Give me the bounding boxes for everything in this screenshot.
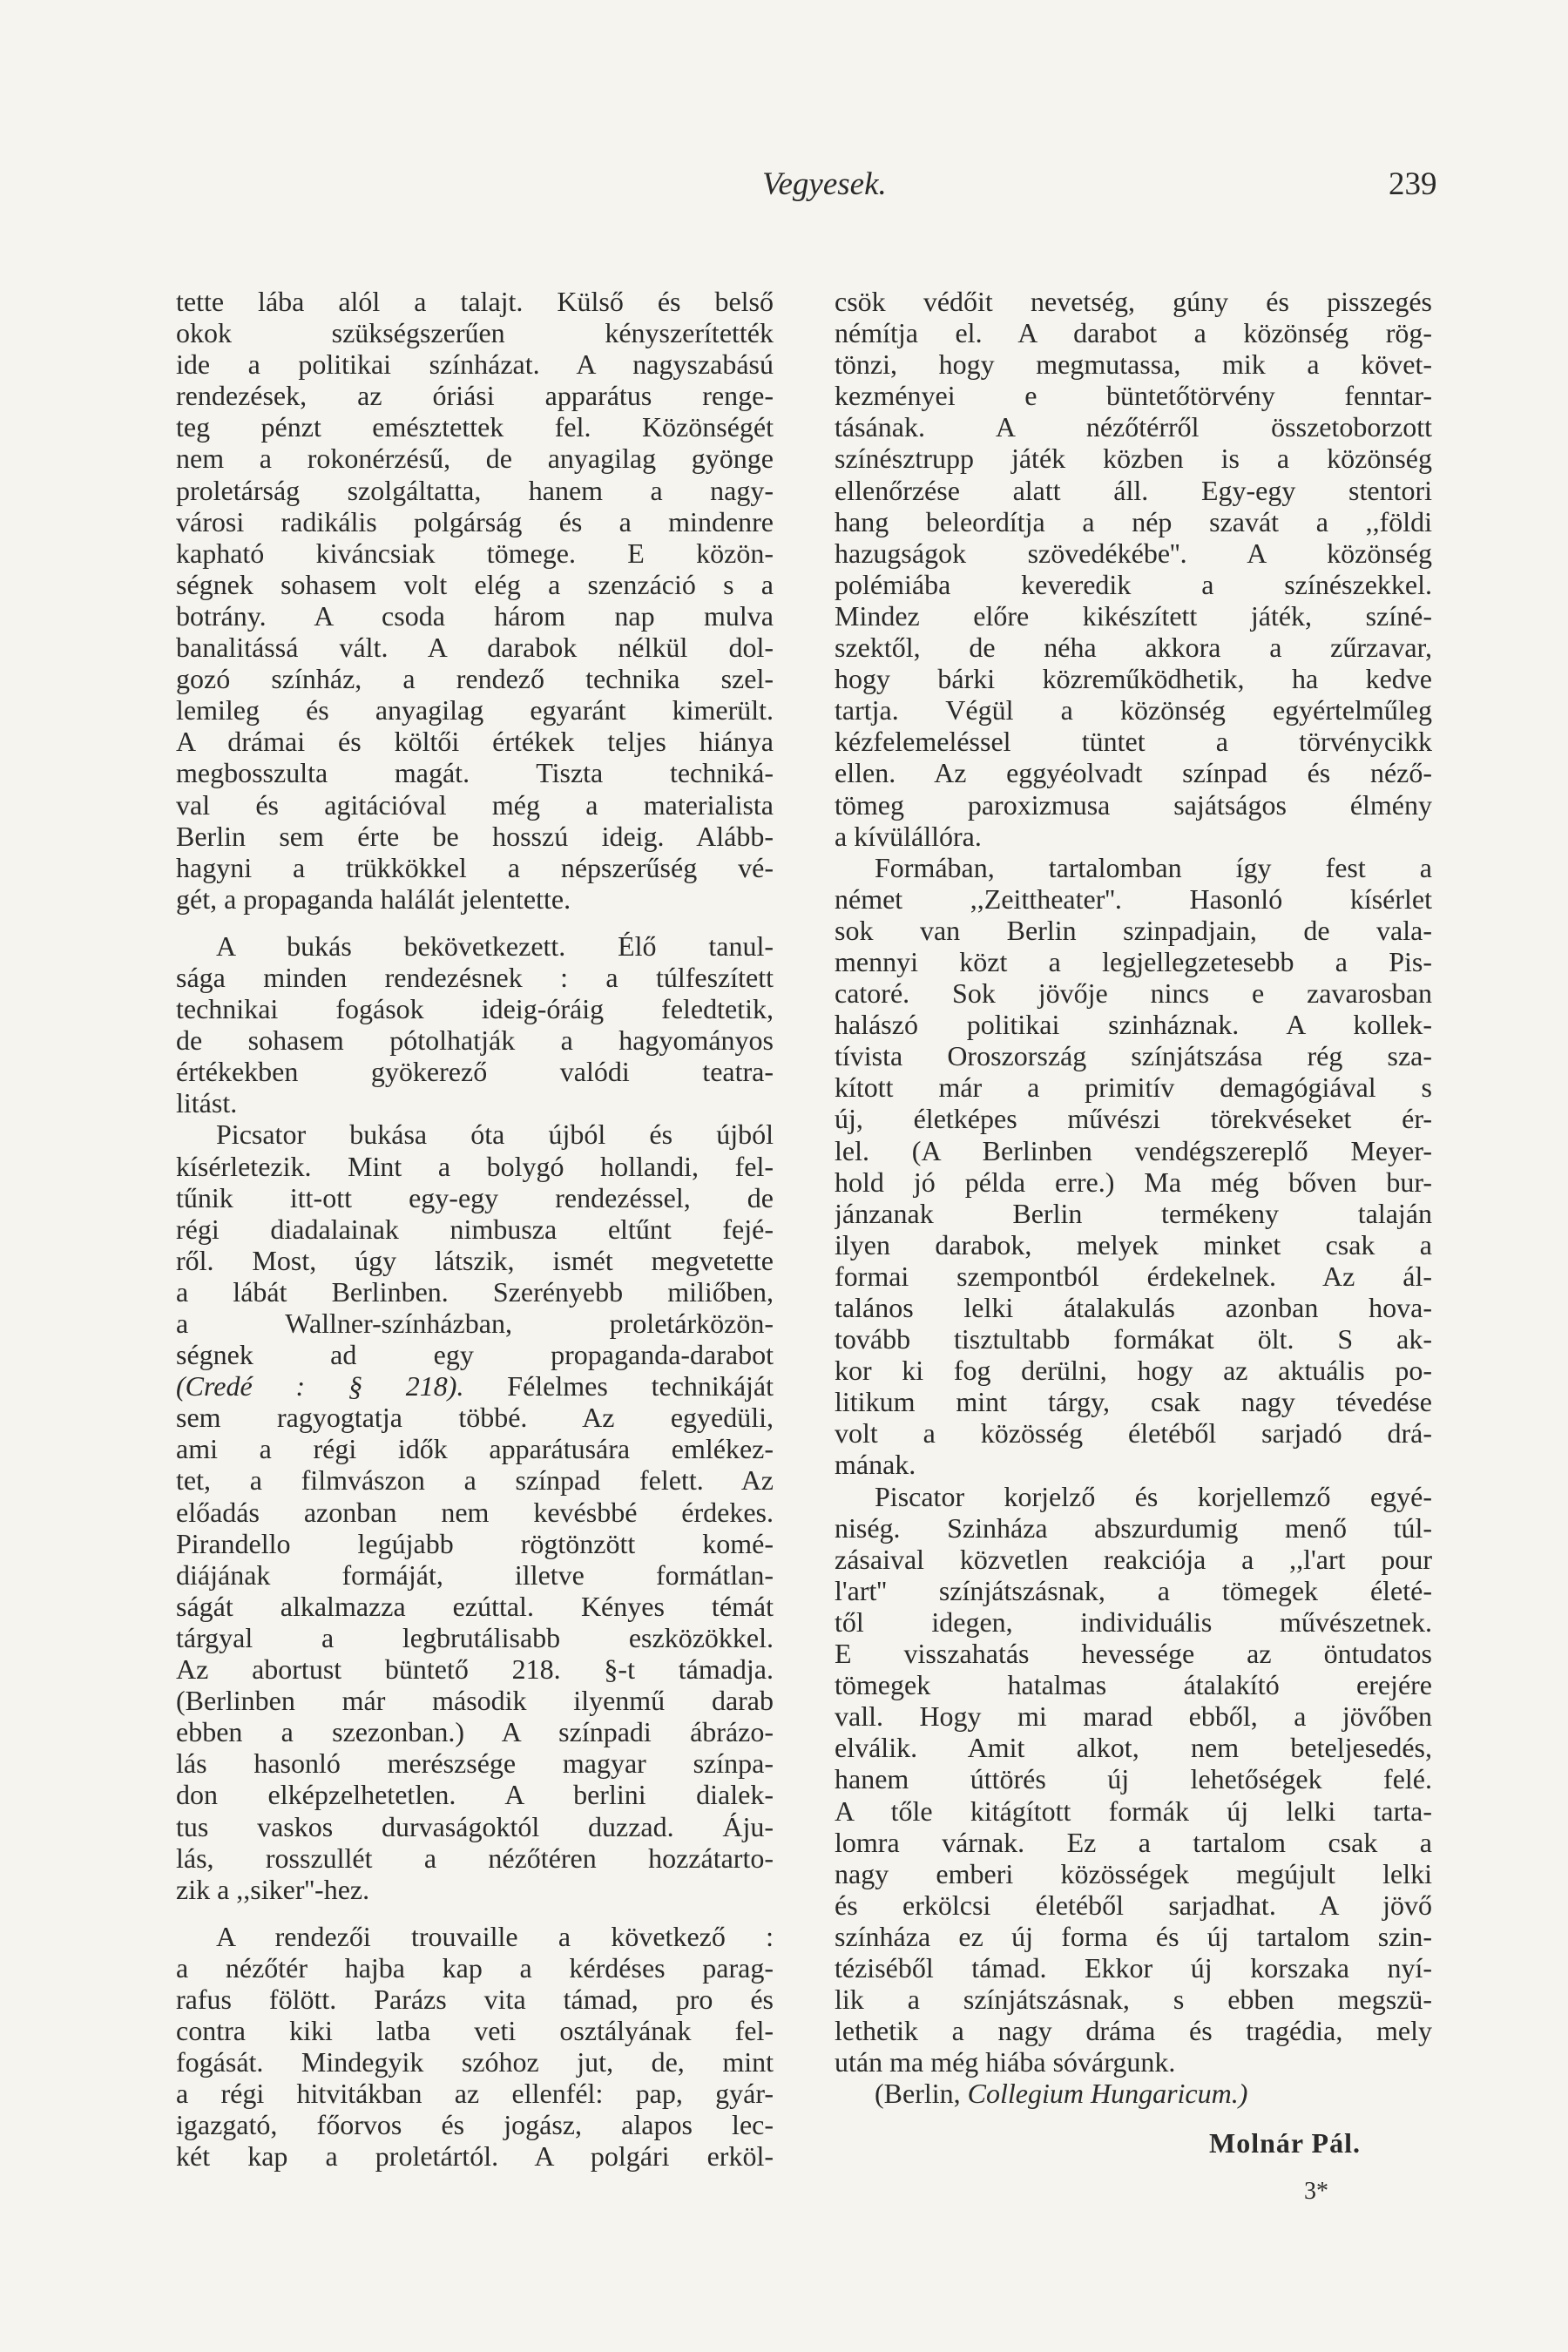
text-line (835, 1166, 1432, 1198)
line-text: talános lelki átalakulás azonban hova- (835, 1292, 1432, 1323)
text-line (835, 1449, 1432, 1480)
line-text: zik a ,,siker''-hez. (176, 1873, 370, 1905)
text-line (835, 443, 1432, 474)
line-text: hagyni a trükkökkel a népszerűség vé- (176, 851, 774, 883)
text-line (835, 1198, 1432, 1229)
text-line (835, 852, 1432, 883)
text-line (835, 1544, 1432, 1575)
text-line (835, 757, 1432, 788)
line-text: lethetik a nagy dráma és tragédia, mely (835, 2015, 1432, 2047)
text-line (835, 1606, 1432, 1638)
text-line (176, 1874, 774, 1905)
text-line (835, 348, 1432, 380)
line-text: tásának. A nézőtérről összetoborzott (835, 411, 1432, 443)
line-text: kított már a primitív demagógiával s (835, 1071, 1432, 1104)
line-text: technikai fogások ideig-óráig feledtetik, (176, 993, 774, 1025)
line-text: ellen. Az eggyéolvadt színpad és néző- (835, 757, 1432, 789)
line-text: Piscator korjelző és korjellemző egyé- (875, 1480, 1432, 1512)
text-line (176, 317, 774, 348)
line-text: tovább tisztultabb formákat ölt. S ak- (835, 1323, 1432, 1355)
line-text: zásaival közvetlen reakciója a ,,l'art pour (835, 1543, 1432, 1575)
line-prefix: (Berlin, (875, 2078, 961, 2110)
line-text: de sohasem pótolhatják a hagyományos (176, 1024, 774, 1057)
text-line (176, 1591, 774, 1622)
line-text: némítja el. A darabot a közönség rög- (835, 317, 1432, 349)
line-text: Pirandello legújabb rögtönzött komé- (176, 1527, 774, 1559)
text-line (176, 1024, 774, 1056)
line-text: ebben a szezonban.) A színpadi ábrázo- (176, 1716, 774, 1748)
line-text: Formában, tartalomban így fest a (875, 851, 1432, 883)
line-text: Picsator bukása óta újból és újból (216, 1119, 774, 1151)
line-text: don elképzelhetetlen. A berlini dialek- (176, 1779, 774, 1811)
line-text: színésztrupp játék közben is a közönség (835, 443, 1432, 475)
text-line (176, 1464, 774, 1496)
text-line (835, 1858, 1432, 1889)
line-text: ségnek ad egy propaganda-darabot (176, 1339, 774, 1371)
line-text: előadás azonban nem kevésbbé érdekes. (176, 1496, 774, 1528)
text-line (176, 1308, 774, 1339)
text-line (176, 348, 774, 380)
line-text: lás hasonló merészsége magyar színpa- (176, 1747, 774, 1780)
text-line (176, 1087, 774, 1119)
text-line (176, 1119, 774, 1150)
text-line (176, 1056, 774, 1087)
line-text: sok van Berlin szinpadjain, de vala- (835, 914, 1432, 946)
line-text: A drámai és költői értékek teljes hiánya (176, 726, 774, 758)
line-text: Félelmes technikáját (507, 1370, 774, 1402)
text-line (176, 1842, 774, 1874)
text-line (176, 1370, 774, 1402)
line-text: catoré. Sok jövője nincs e zavarosban (835, 977, 1432, 1010)
text-line (176, 2109, 774, 2140)
text-line (176, 1747, 774, 1779)
line-text: banalitássá vált. A darabok nélkül dol- (176, 632, 774, 664)
text-line (176, 1952, 774, 1984)
line-text: téziséből támad. Ekkor új korszaka nyí- (835, 1951, 1432, 1984)
line-text: l'art'' színjátszásnak, a tömegek életé- (835, 1574, 1432, 1606)
text-line (835, 600, 1432, 632)
text-line (176, 1213, 774, 1245)
line-text: (Berlinben már második ilyenmű darab (176, 1685, 774, 1717)
text-line (835, 694, 1432, 726)
line-text: botrány. A csoda három nap mulva (176, 599, 774, 632)
line-text: tívista Oroszország színjátszása rég sza- (835, 1040, 1432, 1072)
line-text: a lábát Berlinben. Szerényebb miliőben, (176, 1275, 774, 1308)
text-line (835, 1669, 1432, 1700)
text-line (176, 930, 774, 962)
line-text: elválik. Amit alkot, nem beteljesedés, (835, 1732, 1432, 1764)
line-prefix: (Credé : § 218). (176, 1370, 464, 1402)
text-line (176, 883, 774, 915)
line-text: tartja. Végül a közönség egyértelműleg (835, 694, 1432, 727)
line-text: kapható kiváncsiak tömege. E közön- (176, 537, 774, 569)
line-text: proletárság szolgáltatta, hanem a nagy- (176, 474, 774, 506)
text-line (835, 632, 1432, 663)
line-text: E visszahatás hevessége az öntudatos (835, 1638, 1432, 1670)
text-line (835, 1229, 1432, 1260)
line-text: a régi hitvitákban az ellenfél: pap, gyár- (176, 2078, 774, 2110)
sheet-mark: 3* (1304, 2178, 1328, 2205)
line-text: tet, a filmvászon a színpad felett. Az (176, 1464, 774, 1497)
text-line (176, 411, 774, 443)
line-text: német ,,Zeittheater''. Hasonló kísérlet (835, 882, 1432, 915)
line-text: volt a közösség életéből sarjadó drá- (835, 1417, 1432, 1450)
text-line (176, 506, 774, 537)
text-line (835, 883, 1432, 915)
text-line (835, 946, 1432, 977)
text-line (176, 1685, 774, 1716)
line-text: A tőle kitágított formák új lelki tarta- (835, 1794, 1432, 1827)
text-line (835, 1952, 1432, 1984)
line-text: formai szempontból érdekelnek. Az ál- (835, 1260, 1432, 1292)
text-line (176, 789, 774, 821)
text-line (176, 1921, 774, 1952)
line-text: ide a politikai színházat. A nagyszabású (176, 348, 774, 381)
text-line (176, 1497, 774, 1528)
text-line (176, 726, 774, 757)
text-line (835, 1638, 1432, 1669)
line-text: rafus fölött. Parázs vita támad, pro és (176, 1983, 774, 2015)
text-line (835, 1700, 1432, 1732)
right-column (835, 286, 1432, 2109)
text-line (835, 475, 1432, 506)
line-text: okok szükségszerűen kényszerítették (176, 317, 774, 349)
text-line (176, 600, 774, 632)
text-line (176, 1528, 774, 1559)
line-text: polémiába keveredik a színészekkel. (835, 568, 1432, 600)
text-line (176, 1339, 774, 1370)
text-line (835, 2078, 1432, 2109)
line-text: rendezések, az óriási apparátus renge- (176, 380, 774, 412)
line-text: A rendezői trouvaille a következő : (216, 1920, 774, 1952)
line-text: vall. Hogy mi marad ebből, a jövőben (835, 1700, 1432, 1733)
line-text: a Wallner-színházban, proletárközön- (176, 1308, 774, 1339)
line-text: hazugságok szövedékébe''. A közönség (835, 537, 1432, 569)
line-text: lel. (A Berlinben vendégszereplő Meyer- (835, 1134, 1432, 1166)
text-line (176, 663, 774, 694)
line-text: és erkölcsi életéből sarjadhat. A jövő (835, 1889, 1432, 1921)
text-line (835, 1040, 1432, 1071)
line-text: színháza ez új forma és új tartalom szin- (835, 1920, 1432, 1952)
line-text: sem ragyogtatja többé. Az egyedüli, (176, 1402, 774, 1434)
line-text: után ma még hiába sóvárgunk. (835, 2046, 1176, 2078)
text-line (835, 1355, 1432, 1386)
text-line (835, 1292, 1432, 1323)
line-text: niség. Szinháza abszurdumig menő túl- (835, 1511, 1432, 1544)
line-text: tus vaskos durvaságoktól duzzad. Áju- (176, 1810, 774, 1842)
text-line (176, 1716, 774, 1747)
line-text: szektől, de néha akkora a zűrzavar, (835, 632, 1432, 664)
text-line (835, 1386, 1432, 1417)
line-text: litást. (176, 1087, 238, 1119)
line-text: lik a színjátszásnak, s ebben megszü- (835, 1984, 1432, 2016)
line-text: ságát alkalmazza ezúttal. Kényes témát (176, 1590, 774, 1622)
line-text: nem a rokonérzésű, de anyagilag gyönge (176, 443, 774, 475)
line-text: tűnik itt-ott egy-egy rendezéssel, de (176, 1181, 774, 1213)
text-line (835, 1984, 1432, 2015)
line-text: lomra várnak. Ez a tartalom csak a (835, 1826, 1432, 1858)
line-text: kor ki fog derülni, hogy az aktuális po- (835, 1355, 1432, 1387)
text-line (835, 1260, 1432, 1292)
text-line (835, 726, 1432, 757)
line-text: mának. (835, 1449, 916, 1481)
line-text: új, életképes művészi törekvéseket ér- (835, 1103, 1432, 1135)
text-line (835, 1732, 1432, 1763)
line-text: ről. Most, úgy látszik, ismét megvetette (176, 1244, 774, 1276)
text-line (176, 1622, 774, 1653)
line-text: ilyen darabok, melyek minket csak a (835, 1228, 1432, 1260)
text-line (176, 1433, 774, 1464)
line-text: nagy emberi közösségek megújult lelki (835, 1857, 1432, 1889)
text-line (176, 1402, 774, 1433)
text-line (835, 1009, 1432, 1040)
line-text: teg pénzt emésztettek fel. Közönségét (176, 411, 774, 443)
line-text: a kívülállóra. (835, 820, 982, 852)
text-line (835, 1481, 1432, 1512)
line-text: val és agitációval még a materialista (176, 788, 774, 821)
line-text: csök védőit nevetség, gúny és pisszegés (835, 286, 1432, 317)
line-text: Berlin sem érte be hosszú ideig. Alább- (176, 820, 774, 852)
line-text: a nézőtér hajba kap a kérdéses parag- (176, 1951, 774, 1984)
text-line (176, 380, 774, 411)
line-text: tömeg paroxizmusa sajátságos élmény (835, 788, 1432, 821)
text-line (835, 2046, 1432, 2078)
text-line (835, 537, 1432, 569)
line-text: sága minden rendezésnek : a túlfeszített (176, 961, 774, 993)
text-line (176, 993, 774, 1024)
line-text: Az abortust büntető 218. §-t támadja. (176, 1653, 774, 1686)
text-line (176, 852, 774, 883)
text-line (835, 1512, 1432, 1544)
line-text: mennyi közt a legjellegzetesebb a Pis- (835, 945, 1432, 977)
text-line (176, 821, 774, 852)
line-text: jánzanak Berlin termékeny talaján (835, 1197, 1432, 1229)
line-text: litikum mint tárgy, csak nagy tévedése (835, 1386, 1432, 1418)
text-line (835, 569, 1432, 600)
text-line (835, 977, 1432, 1009)
author-signature: Molnár Pál. (1209, 2127, 1361, 2159)
text-line (176, 443, 774, 474)
line-text: ségnek sohasem volt elég a szenzáció s a (176, 568, 774, 600)
text-line (835, 1135, 1432, 1166)
text-line (176, 475, 774, 506)
text-line (835, 380, 1432, 411)
text-line (176, 1559, 774, 1591)
text-line (835, 821, 1432, 852)
text-line (176, 694, 774, 726)
text-line (835, 915, 1432, 946)
line-text: hanem úttörés új lehetőségek felé. (835, 1763, 1432, 1795)
text-line (835, 1071, 1432, 1103)
text-line (835, 317, 1432, 348)
line-text: fogását. Mindegyik szóhoz jut, de, mint (176, 2046, 774, 2078)
line-text: városi radikális polgárság és a mindenre (176, 505, 774, 537)
text-line (835, 1889, 1432, 1921)
text-line (176, 569, 774, 600)
line-text: hogy bárki közreműködhetik, ha kedve (835, 663, 1432, 695)
line-text: diájának formáját, illetve formátlan- (176, 1558, 774, 1591)
text-line (835, 1921, 1432, 1952)
line-text: ellenőrzése alatt áll. Egy-egy stentori (835, 474, 1432, 506)
line-text: tette lába alól a talajt. Külső és belső (176, 286, 774, 317)
text-line (176, 962, 774, 993)
line-text: értékekben gyökerező valódi teatra- (176, 1056, 774, 1088)
line-text: két kap a proletártól. A polgári erköl- (176, 2140, 774, 2173)
line-text: hold jó példa erre.) Ma még bőven bur- (835, 1166, 1432, 1198)
text-line (176, 1653, 774, 1685)
line-text: igazgató, főorvos és jogász, alapos lec- (176, 2109, 774, 2141)
text-line (835, 2015, 1432, 2046)
line-text: halászó politikai szinháznak. A kollek- (835, 1009, 1432, 1041)
line-text: contra kiki latba veti osztályának fel- (176, 2015, 774, 2047)
line-text: hang beleordítja a nép szavát a ,,földi (835, 505, 1432, 537)
text-line (835, 1323, 1432, 1355)
text-line (835, 1763, 1432, 1794)
text-line (176, 1811, 774, 1842)
running-title: Vegyesek. (762, 166, 887, 202)
line-text: A bukás bekövetkezett. Élő tanul- (216, 929, 774, 962)
text-line (176, 1245, 774, 1276)
text-line (835, 789, 1432, 821)
line-text: gét, a propaganda halálát jelentette. (176, 882, 571, 915)
text-line (176, 757, 774, 788)
line-text: megbosszulta magát. Tiszta techniká- (176, 757, 774, 789)
line-text: lás, rosszullét a nézőtéren hozzátarto- (176, 1842, 774, 1874)
line-text: Mindez előre kikészített játék, színé- (835, 599, 1432, 632)
text-line (835, 506, 1432, 537)
text-line (835, 663, 1432, 694)
line-text: kezményei e büntetőtörvény fenntar- (835, 380, 1432, 412)
text-line (176, 2015, 774, 2046)
line-text: tárgyal a legbrutálisabb eszközökkel. (176, 1621, 774, 1653)
line-text: tömegek hatalmas átalakító erejére (835, 1669, 1432, 1701)
line-text: régi diadalainak nimbusza eltűnt fejé- (176, 1213, 774, 1245)
text-line (835, 1575, 1432, 1606)
running-head (0, 166, 1568, 207)
text-line (176, 2078, 774, 2109)
text-line (176, 2140, 774, 2172)
text-line (176, 1779, 774, 1810)
text-line (835, 1417, 1432, 1449)
line-text: kísérletezik. Mint a bolygó hollandi, fel- (176, 1150, 774, 1182)
line-text: Collegium Hungaricum.) (967, 2078, 1248, 2110)
text-line (835, 286, 1432, 317)
text-line (835, 411, 1432, 443)
text-line (176, 2046, 774, 2078)
line-text: től idegen, individuális művészetnek. (835, 1605, 1432, 1638)
text-line (835, 1795, 1432, 1827)
text-line (835, 1827, 1432, 1858)
line-text: tönzi, hogy megmutassa, mik a követ- (835, 348, 1432, 381)
page-number: 239 (1389, 166, 1437, 202)
text-line (176, 1984, 774, 2015)
line-text: gozó színház, a rendező technika szel- (176, 663, 774, 695)
text-line (176, 1276, 774, 1308)
line-text: kézfelemeléssel tüntet a törvénycikk (835, 726, 1432, 758)
left-column (176, 286, 774, 2173)
text-line (176, 632, 774, 663)
text-line (176, 286, 774, 317)
text-line (176, 537, 774, 569)
text-line (176, 1151, 774, 1182)
line-text: lemileg és anyagilag egyaránt kimerült. (176, 694, 774, 727)
text-line (835, 1103, 1432, 1134)
text-line (176, 1182, 774, 1213)
line-text: ami a régi idők apparátusára emlékez- (176, 1433, 774, 1465)
